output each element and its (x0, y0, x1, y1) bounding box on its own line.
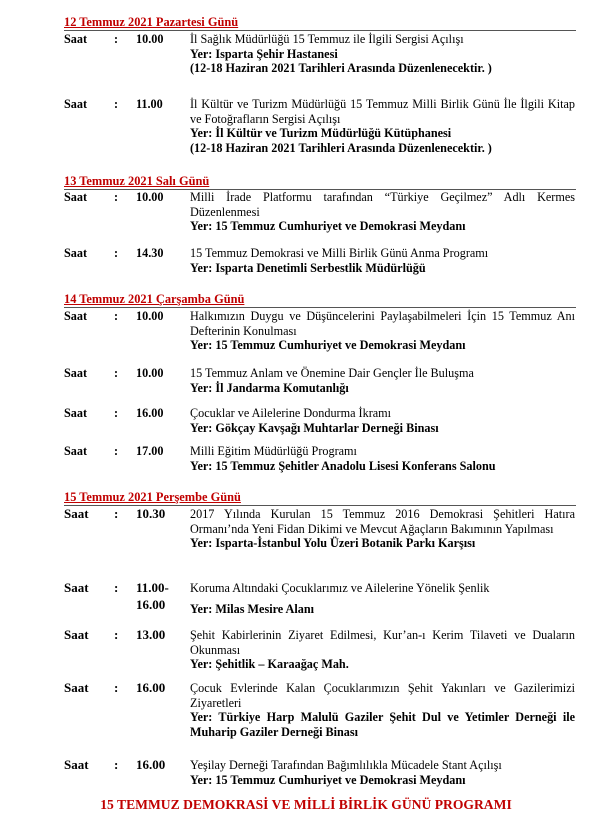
saat-label: Saat (64, 506, 89, 521)
event-description (190, 581, 575, 616)
event-text: Yeşilay Derneği Tarafından Bağımlılıkla Mücadele Stant Açılışı (190, 758, 502, 772)
saat-label: Saat (64, 627, 89, 642)
event-text: Çocuklar ve Ailelerine Dondurma İkramı (190, 406, 392, 420)
event-text: 2017 Yılında Kurulan 15 Temmuz 2016 Demokrasi Şehitleri Hatıra Ormanı’nda Yeni Fidan Dikimi ve Mevcut Ağaçların Bakımının Yapılması (190, 507, 575, 536)
event-location: Yer: 15 Temmuz Şehitler Anadolu Lisesi Konferans Salonu (190, 458, 496, 473)
colon: : (114, 309, 119, 323)
event-text: Halkımızın Duygu ve Düşüncelerini Paylaşabilmeleri İçin 15 Temmuz Anı Defterinin Konulması (190, 309, 575, 338)
event-note: (12-18 Haziran 2021 Tarihleri Arasında Düzenlenecektir. ) (190, 140, 492, 155)
colon: : (114, 366, 119, 380)
event-text: Milli Eğitim Müdürlüğü Programı (190, 444, 357, 458)
event-description (190, 628, 575, 672)
day-title-2: 13 Temmuz 2021 Salı Günü (64, 174, 210, 188)
event-description (190, 97, 575, 155)
event-time-start: 11.00- (136, 580, 169, 595)
event-location: Yer: Şehitlik – Karaağaç Mah. (190, 657, 349, 672)
event-location: Yer: Gökçay Kavşağı Muhtarlar Derneği Binası (190, 420, 439, 435)
event-location: Yer: İl Jandarma Komutanlığı (190, 380, 349, 395)
saat-label: Saat (64, 406, 88, 420)
day-title-3: 14 Temmuz 2021 Çarşamba Günü (64, 292, 245, 306)
event-location: Yer: Isparta Şehir Hastanesi (190, 46, 338, 61)
event-note: (12-18 Haziran 2021 Tarihleri Arasında Düzenlenecektir. ) (190, 61, 492, 76)
event-text: Koruma Altındaki Çocuklarımız ve Ailelerine Yönelik Şenlik (190, 581, 490, 595)
event-description (190, 366, 575, 395)
event-description (190, 681, 575, 739)
day-divider-3 (64, 307, 576, 308)
event-description (190, 507, 575, 551)
event-description (190, 190, 575, 234)
saat-label: Saat (64, 32, 88, 46)
event-time: 10.00 (136, 309, 164, 323)
saat-label: Saat (64, 97, 88, 111)
event-text: 15 Temmuz Anlam ve Önemine Dair Gençler İle Buluşma (190, 366, 474, 380)
saat-label: Saat (64, 246, 88, 260)
event-description (190, 32, 575, 76)
event-text: 15 Temmuz Demokrasi ve Milli Birlik Günü Anma Programı (190, 246, 489, 260)
colon: : (114, 406, 119, 420)
event-description (190, 758, 575, 787)
event-location: Yer: Isparta-İstanbul Yolu Üzeri Botanik Parkı Karşısı (190, 536, 476, 551)
event-time: 10.00 (136, 32, 164, 46)
event-time: 13.00 (136, 627, 166, 642)
saat-label: Saat (64, 366, 88, 380)
event-time: 16.00 (136, 757, 166, 772)
saat-label: Saat (64, 580, 89, 595)
event-time: 10.00 (136, 190, 164, 204)
saat-label: Saat (64, 680, 89, 695)
colon: : (114, 627, 119, 642)
day-title-4: 15 Temmuz 2021 Perşembe Günü (64, 490, 241, 504)
saat-label: Saat (64, 444, 88, 458)
event-description (190, 309, 575, 353)
event-location: Yer: Türkiye Harp Malulü Gaziler Şehit Dul ve Yetimler Derneği ile Muharip Gaziler Derneği Binası (190, 710, 575, 739)
day-divider-1 (64, 30, 576, 31)
colon: : (114, 32, 119, 46)
event-text: Çocuk Evlerinde Kalan Çocuklarımızın Şehit Yakınları ve Gazilerimizi Ziyaretleri (190, 681, 575, 710)
saat-label: Saat (64, 757, 89, 772)
event-time (136, 581, 176, 612)
event-location: Yer: 15 Temmuz Cumhuriyet ve Demokrasi Meydanı (190, 772, 466, 787)
event-description (190, 406, 575, 435)
event-location: Yer: Isparta Denetimli Serbestlik Müdürlüğü (190, 260, 426, 275)
colon: : (114, 190, 119, 204)
program-title: 15 TEMMUZ DEMOKRASİ VE MİLLİ BİRLİK GÜNÜ PROGRAMI (100, 797, 512, 812)
event-time: 16.00 (136, 406, 164, 420)
event-location: Yer: İl Kültür ve Turizm Müdürlüğü Kütüphanesi (190, 126, 452, 141)
colon: : (114, 506, 119, 521)
saat-label: Saat (64, 309, 88, 323)
event-time: 16.00 (136, 680, 166, 695)
event-location: Yer: Milas Mesire Alanı (190, 601, 314, 616)
event-location: Yer: 15 Temmuz Cumhuriyet ve Demokrasi Meydanı (190, 338, 466, 353)
event-text: Şehit Kabirlerinin Ziyaret Edilmesi, Kur’an-ı Kerim Tilaveti ve Duaların Okunması (190, 628, 575, 657)
colon: : (114, 246, 119, 260)
event-text: Milli İrade Platformu tarafından “Türkiye Geçilmez” Adlı Kermes Düzenlenmesi (190, 190, 575, 219)
event-time: 11.00 (136, 97, 163, 111)
event-time-end: 16.00 (136, 596, 166, 612)
colon: : (114, 97, 119, 111)
event-time: 14.30 (136, 246, 164, 260)
event-description (190, 246, 575, 275)
event-time: 10.00 (136, 366, 164, 380)
event-location: Yer: 15 Temmuz Cumhuriyet ve Demokrasi Meydanı (190, 219, 466, 234)
event-text: İl Kültür ve Turizm Müdürlüğü 15 Temmuz Milli Birlik Günü İle İlgili Kitap ve Fotoğrafların Sergisi Açılışı (190, 97, 575, 126)
event-text: İl Sağlık Müdürlüğü 15 Temmuz ile İlgili Sergisi Açılışı (190, 32, 464, 46)
day-title-1: 12 Temmuz 2021 Pazartesi Günü (64, 15, 239, 29)
event-time: 10.30 (136, 506, 166, 521)
colon: : (114, 444, 119, 458)
saat-label: Saat (64, 190, 88, 204)
colon: : (114, 757, 119, 772)
colon: : (114, 680, 119, 695)
event-description (190, 444, 575, 473)
colon: : (114, 580, 119, 595)
event-time: 17.00 (136, 444, 164, 458)
